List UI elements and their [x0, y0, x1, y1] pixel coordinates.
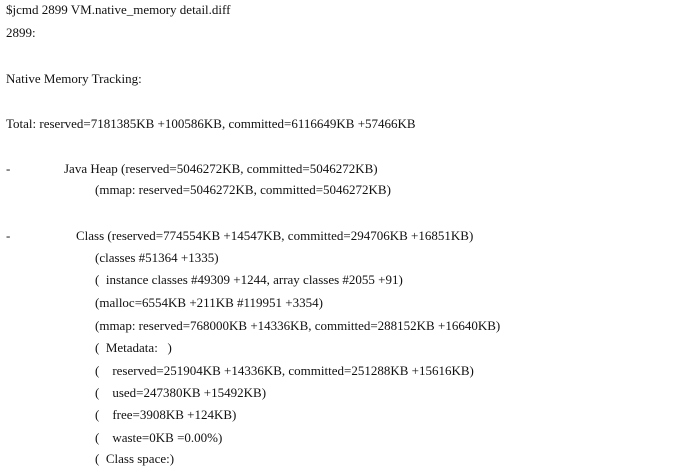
class-classes: (classes #51364 +1335) — [95, 250, 219, 265]
nmt-title: Native Memory Tracking: — [6, 71, 142, 86]
class-instance-classes: ( instance classes #49309 +1244, array classes #2055 +91) — [95, 272, 403, 287]
class-space: ( Class space:) — [95, 451, 175, 466]
class-malloc: (malloc=6554KB +211KB #119951 +3354) — [95, 295, 323, 310]
class-mmap: (mmap: reserved=768000KB +14336KB, committed=288152KB +16640KB) — [95, 318, 501, 333]
java-heap-header: Java Heap (reserved=5046272KB, committed=5046272KB) — [64, 161, 378, 176]
java-heap-mmap: (mmap: reserved=5046272KB, committed=5046272KB) — [95, 182, 391, 197]
class-header: Class (reserved=774554KB +14547KB, committed=294706KB +16851KB) — [76, 228, 474, 243]
class-waste: ( waste=0KB =0.00%) — [95, 430, 223, 445]
total-line: Total: reserved=7181385KB +100586KB, committed=6116649KB +57466KB — [6, 116, 416, 131]
class-used: ( used=247380KB +15492KB) — [95, 385, 267, 400]
pid-line: 2899: — [6, 25, 36, 40]
class-metadata-reserved: ( reserved=251904KB +14336KB, committed=251288KB +15616KB) — [95, 363, 474, 378]
command-line: $jcmd 2899 VM.native_memory detail.diff — [6, 2, 231, 17]
class-free: ( free=3908KB +124KB) — [95, 407, 237, 422]
class-bullet: - — [6, 228, 11, 243]
java-heap-bullet: - — [6, 161, 11, 176]
class-metadata: ( Metadata: ) — [95, 340, 172, 355]
